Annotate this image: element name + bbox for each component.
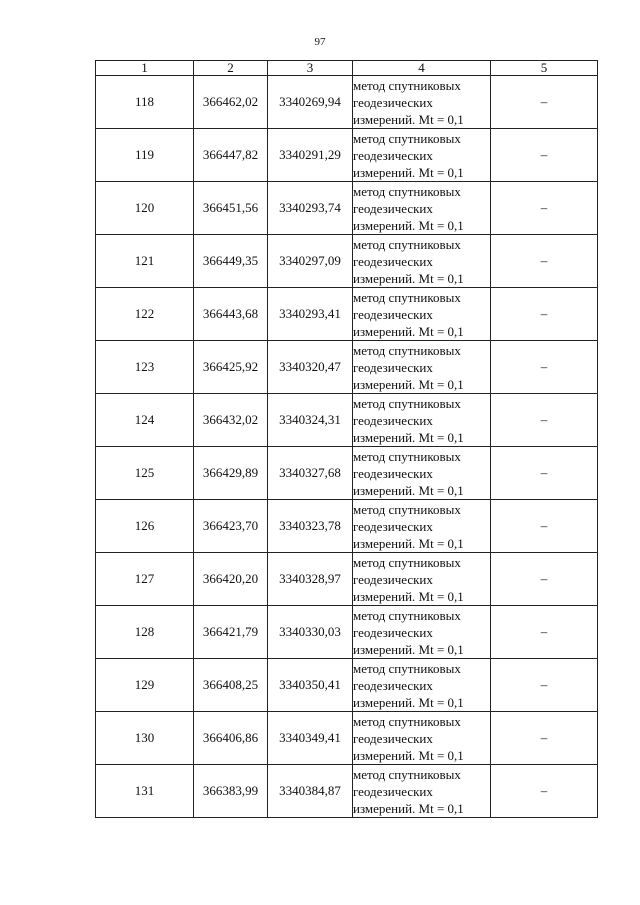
table-row	[96, 394, 598, 447]
coordinate-y: 3340293,74	[268, 182, 353, 235]
point-number: 126	[96, 500, 194, 553]
determination-method: метод спутниковых геодезических измерений. Mt = 0,1	[353, 447, 491, 500]
table-row	[96, 659, 598, 712]
point-description: –	[491, 288, 598, 341]
point-number: 130	[96, 712, 194, 765]
table-row	[96, 182, 598, 235]
coordinate-x: 366462,02	[194, 76, 268, 129]
point-number: 123	[96, 341, 194, 394]
coordinate-y: 3340320,47	[268, 341, 353, 394]
coordinates-table	[95, 60, 598, 818]
coordinate-x: 366451,56	[194, 182, 268, 235]
point-number: 122	[96, 288, 194, 341]
point-number: 128	[96, 606, 194, 659]
coordinate-y: 3340293,41	[268, 288, 353, 341]
determination-method: метод спутниковых геодезических измерений. Mt = 0,1	[353, 712, 491, 765]
point-description: –	[491, 712, 598, 765]
table-row	[96, 129, 598, 182]
coordinate-y: 3340349,41	[268, 712, 353, 765]
coordinate-x: 366443,68	[194, 288, 268, 341]
header-col-1: 1	[96, 61, 194, 76]
point-description: –	[491, 765, 598, 818]
point-description: –	[491, 235, 598, 288]
coordinate-x: 366421,79	[194, 606, 268, 659]
table-row	[96, 288, 598, 341]
coordinate-y: 3340297,09	[268, 235, 353, 288]
table-row	[96, 447, 598, 500]
coordinate-y: 3340328,97	[268, 553, 353, 606]
page-number: 97	[314, 36, 326, 48]
coordinate-y: 3340327,68	[268, 447, 353, 500]
determination-method: метод спутниковых геодезических измерений. Mt = 0,1	[353, 76, 491, 129]
coordinate-x: 366425,92	[194, 341, 268, 394]
determination-method: метод спутниковых геодезических измерений. Mt = 0,1	[353, 129, 491, 182]
point-number: 121	[96, 235, 194, 288]
coordinate-y: 3340384,87	[268, 765, 353, 818]
coordinate-x: 366383,99	[194, 765, 268, 818]
coordinate-y: 3340269,94	[268, 76, 353, 129]
table-row	[96, 235, 598, 288]
point-number: 129	[96, 659, 194, 712]
table-header	[96, 61, 598, 76]
point-number: 120	[96, 182, 194, 235]
table-row	[96, 553, 598, 606]
determination-method: метод спутниковых геодезических измерений. Mt = 0,1	[353, 500, 491, 553]
header-row	[96, 61, 598, 76]
point-description: –	[491, 182, 598, 235]
determination-method: метод спутниковых геодезических измерений. Mt = 0,1	[353, 394, 491, 447]
point-description: –	[491, 76, 598, 129]
coordinate-y: 3340330,03	[268, 606, 353, 659]
coordinate-x: 366447,82	[194, 129, 268, 182]
table-body	[96, 76, 598, 818]
point-description: –	[491, 553, 598, 606]
point-description: –	[491, 394, 598, 447]
determination-method: метод спутниковых геодезических измерений. Mt = 0,1	[353, 182, 491, 235]
determination-method: метод спутниковых геодезических измерений. Mt = 0,1	[353, 341, 491, 394]
point-number: 127	[96, 553, 194, 606]
coordinate-x: 366406,86	[194, 712, 268, 765]
point-number: 119	[96, 129, 194, 182]
point-description: –	[491, 341, 598, 394]
header-col-2: 2	[194, 61, 268, 76]
point-description: –	[491, 606, 598, 659]
point-description: –	[491, 659, 598, 712]
determination-method: метод спутниковых геодезических измерений. Mt = 0,1	[353, 288, 491, 341]
table-row	[96, 765, 598, 818]
point-number: 131	[96, 765, 194, 818]
coordinate-x: 366420,20	[194, 553, 268, 606]
header-col-5: 5	[491, 61, 598, 76]
coordinate-y: 3340324,31	[268, 394, 353, 447]
coordinate-y: 3340323,78	[268, 500, 353, 553]
coordinate-x: 366408,25	[194, 659, 268, 712]
coordinate-y: 3340350,41	[268, 659, 353, 712]
point-description: –	[491, 500, 598, 553]
determination-method: метод спутниковых геодезических измерений. Mt = 0,1	[353, 606, 491, 659]
determination-method: метод спутниковых геодезических измерений. Mt = 0,1	[353, 659, 491, 712]
coordinate-x: 366429,89	[194, 447, 268, 500]
header-col-3: 3	[268, 61, 353, 76]
point-number: 124	[96, 394, 194, 447]
coordinate-x: 366423,70	[194, 500, 268, 553]
determination-method: метод спутниковых геодезических измерений. Mt = 0,1	[353, 765, 491, 818]
point-description: –	[491, 447, 598, 500]
point-description: –	[491, 129, 598, 182]
table-row	[96, 606, 598, 659]
table-row	[96, 76, 598, 129]
table-row	[96, 500, 598, 553]
header-col-4: 4	[353, 61, 491, 76]
coordinate-x: 366449,35	[194, 235, 268, 288]
coordinate-y: 3340291,29	[268, 129, 353, 182]
table-row	[96, 712, 598, 765]
table-row	[96, 341, 598, 394]
point-number: 118	[96, 76, 194, 129]
coordinate-x: 366432,02	[194, 394, 268, 447]
point-number: 125	[96, 447, 194, 500]
determination-method: метод спутниковых геодезических измерений. Mt = 0,1	[353, 235, 491, 288]
determination-method: метод спутниковых геодезических измерений. Mt = 0,1	[353, 553, 491, 606]
